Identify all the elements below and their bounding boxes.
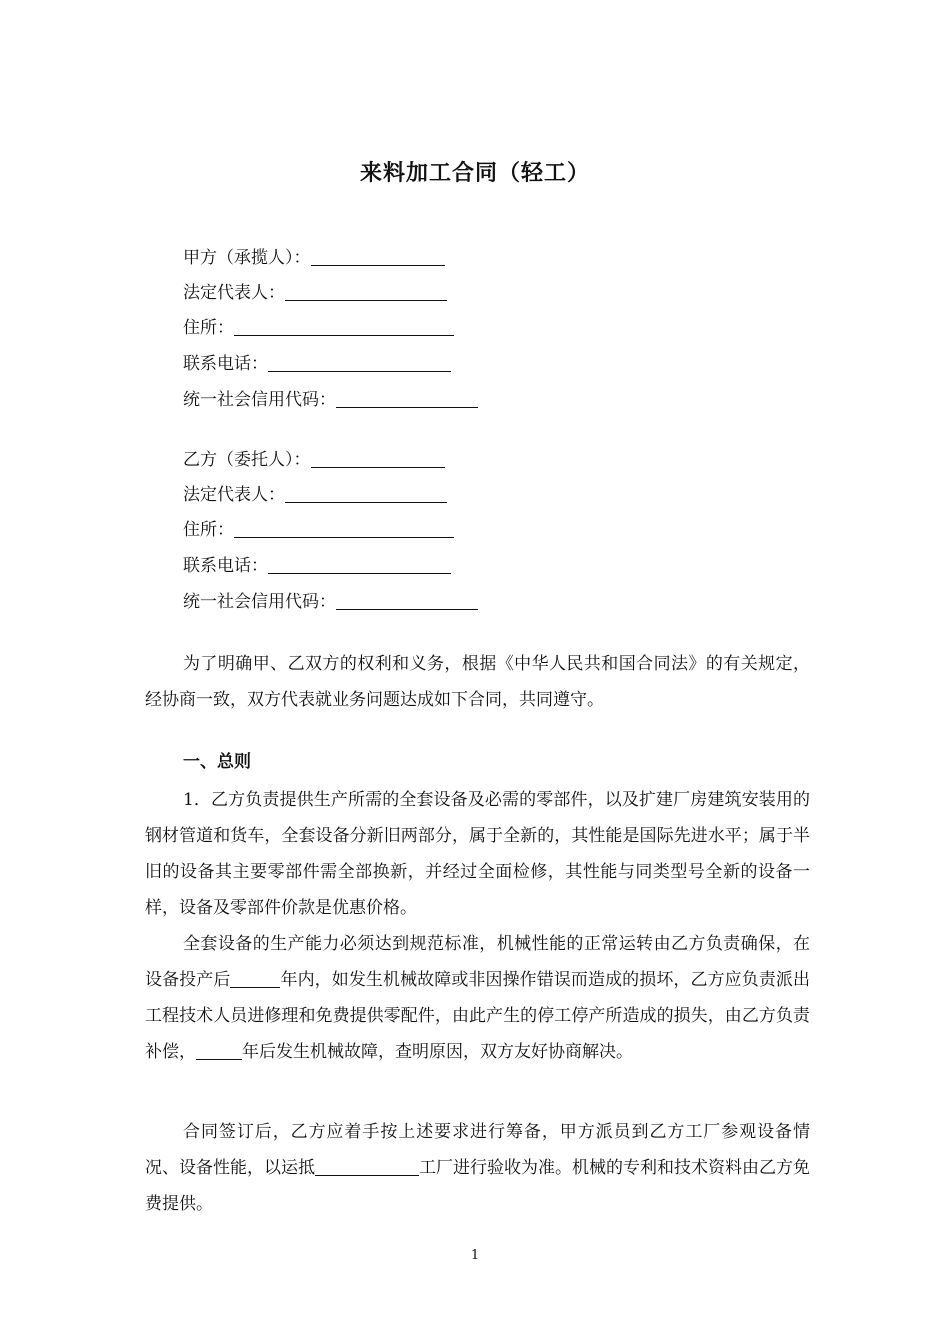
party-a-heading-line xyxy=(183,246,445,270)
party-a-heading: 甲方（承揽人）： xyxy=(183,248,311,268)
section-1-heading: 一、总则 xyxy=(183,752,251,772)
party-b-name-blank[interactable] xyxy=(311,449,445,468)
party-b-legal-rep-line xyxy=(183,483,447,507)
preamble-paragraph: 为了明确甲、乙双方的权利和义务，根据《中华人民共和国合同法》的有关规定，经协商一致，双方代表就业务问题达成如下合同，共同遵守。 xyxy=(145,654,810,710)
page-title: 来料加工合同（轻工） xyxy=(359,160,590,186)
section-1-paragraph-1: 1．乙方负责提供生产所需的全套设备及必需的零部件，以及扩建厂房建筑安装用的钢材管道和货车，全套设备分新旧两部分，属于全新的，其性能是国际先进水平；属于半旧的设备其主要零部件需全部换新，并经过全面检修，其性能与同类型号全新的设备一样，设备及零部件价款是优惠价格。 xyxy=(145,790,810,918)
section-1-paragraph-3-part-b: 工厂进行验收为准。机械的专利和技术资料由乙方免费提供。 xyxy=(145,1158,810,1214)
party-b-phone-label: 联系电话： xyxy=(183,556,268,576)
section-1-paragraph-3-part-a: 合同签订后，乙方应着手按上述要求进行筹备，甲方派员到乙方工厂参观设备情况、设备性能，以运抵 xyxy=(145,1122,810,1178)
section-1-paragraph-3 xyxy=(145,1114,810,1222)
party-b-phone-line xyxy=(183,554,451,578)
party-a-credit-blank[interactable] xyxy=(336,389,478,408)
party-a-address-line xyxy=(183,316,454,340)
years-warranty-blank[interactable] xyxy=(230,969,280,988)
delivery-location-blank[interactable] xyxy=(315,1157,419,1176)
party-a-address-blank[interactable] xyxy=(234,317,454,336)
party-a-legal-rep-line xyxy=(183,281,447,305)
party-a-legal-rep-blank[interactable] xyxy=(285,282,447,301)
party-b-address-line xyxy=(183,518,454,542)
section-1-paragraph-2-part-b: 年内，如发生机械故障或非因操作错误而造成的损坏，乙方应负责派出工程技术人员进修理和免费提供零配件，由此产生的停工停产所造成的损失，由乙方负责补偿， xyxy=(145,970,811,1062)
party-b-legal-rep-blank[interactable] xyxy=(285,484,447,503)
party-b-phone-blank[interactable] xyxy=(268,555,451,574)
party-a-legal-rep-label: 法定代表人： xyxy=(183,283,285,303)
party-a-name-blank[interactable] xyxy=(311,247,445,266)
party-b-heading: 乙方（委托人）： xyxy=(183,450,311,470)
page-number: 1 xyxy=(470,1248,480,1263)
party-b-credit-line xyxy=(183,590,478,614)
section-1-paragraph-2-part-c: 年后发生机械故障，查明原因，双方友好协商解决。 xyxy=(242,1042,633,1062)
party-b-credit-blank[interactable] xyxy=(336,591,478,610)
years-after-blank[interactable] xyxy=(196,1041,242,1060)
party-a-phone-line xyxy=(183,352,451,376)
party-b-heading-line xyxy=(183,448,445,472)
section-1-paragraph-2 xyxy=(145,926,810,1070)
party-a-credit-label: 统一社会信用代码： xyxy=(183,390,336,410)
party-b-address-blank[interactable] xyxy=(234,519,454,538)
section-1-paragraph-2-part-a: 全套设备的生产能力必须达到规范标准，机械性能的正常运转由乙方负责确保，在设备投产后 xyxy=(145,934,810,990)
party-b-address-label: 住所： xyxy=(183,520,234,540)
party-a-credit-line xyxy=(183,388,478,412)
party-b-credit-label: 统一社会信用代码： xyxy=(183,592,336,612)
party-a-phone-blank[interactable] xyxy=(268,353,451,372)
party-b-legal-rep-label: 法定代表人： xyxy=(183,485,285,505)
party-a-phone-label: 联系电话： xyxy=(183,354,268,374)
party-a-address-label: 住所： xyxy=(183,318,234,338)
